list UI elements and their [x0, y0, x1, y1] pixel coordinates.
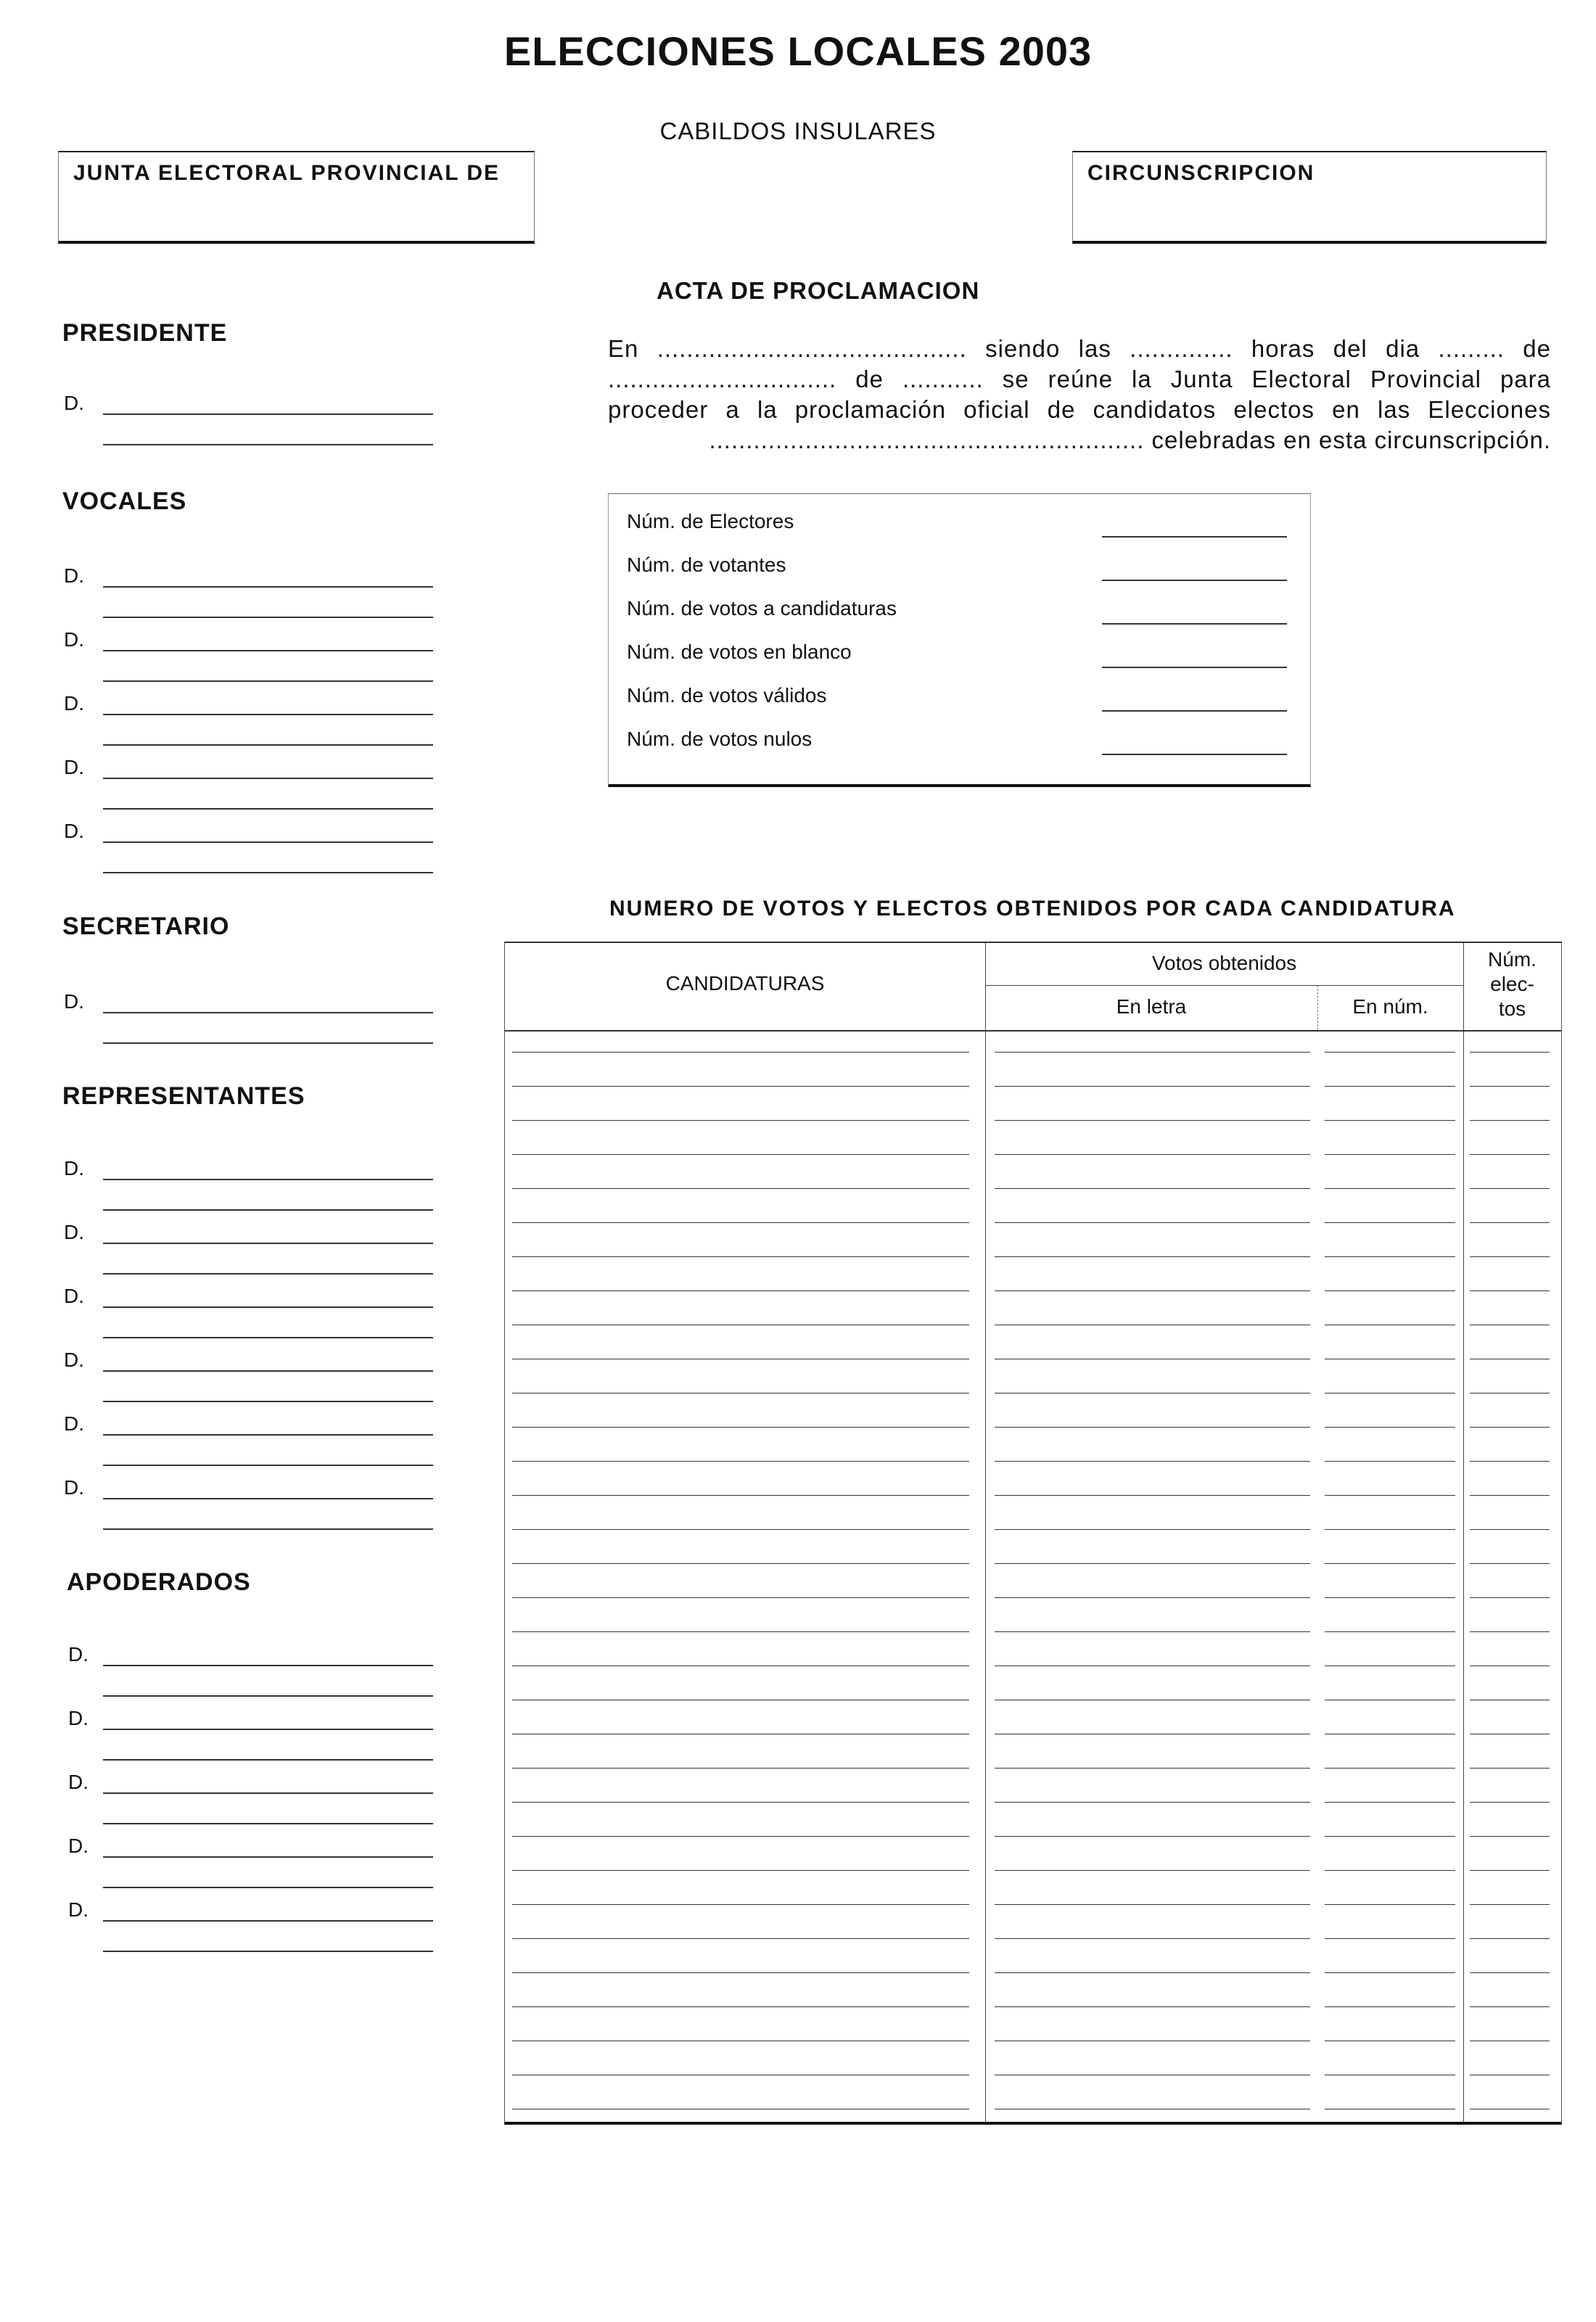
table-entry-line[interactable]: [995, 1870, 1310, 1871]
table-entry-line[interactable]: [512, 1461, 969, 1462]
signature-line[interactable]: [103, 1920, 433, 1922]
circunscripcion-box[interactable]: [1072, 151, 1547, 244]
signature-line[interactable]: [103, 1337, 433, 1338]
stats-box: [608, 493, 1311, 787]
table-entry-line[interactable]: [1325, 1870, 1455, 1871]
table-entry-line[interactable]: [1325, 1495, 1455, 1496]
junta-box[interactable]: [58, 151, 535, 244]
table-entry-line[interactable]: [1325, 1768, 1455, 1769]
signature-prefix: D.: [64, 1412, 84, 1435]
signature-line[interactable]: [103, 1856, 433, 1858]
table-entry-line[interactable]: [995, 1427, 1310, 1428]
signature-prefix: D.: [64, 564, 84, 587]
table-entry-line[interactable]: [1325, 1052, 1455, 1053]
signature-prefix: D.: [64, 1221, 84, 1243]
signature-prefix: D.: [68, 1898, 89, 1921]
signature-line[interactable]: [103, 808, 433, 810]
signature-line[interactable]: [103, 444, 433, 445]
table-entry-line[interactable]: [1470, 1495, 1550, 1496]
signature-line[interactable]: [103, 1823, 433, 1824]
signature-line[interactable]: [103, 1951, 433, 1952]
signature-line[interactable]: [103, 1401, 433, 1402]
table-entry-line[interactable]: [995, 1495, 1310, 1496]
acta-line: ............................... de ........... se reúne la Junta Electoral Provincial para: [608, 366, 1551, 392]
results-table: [504, 942, 1562, 2125]
signature-line[interactable]: [103, 1498, 433, 1499]
table-entry-line[interactable]: [512, 1563, 969, 1564]
signature-line[interactable]: [103, 1792, 433, 1794]
table-entry-line[interactable]: [512, 1631, 969, 1632]
col-en-num: En núm.: [1352, 995, 1428, 1018]
table-entry-line[interactable]: [1325, 1154, 1455, 1155]
table-entry-line[interactable]: [512, 1290, 969, 1291]
table-entry-line[interactable]: [512, 1427, 969, 1428]
stat-label: Núm. de votos en blanco: [627, 641, 852, 663]
signature-prefix: D.: [68, 1771, 89, 1793]
signature-prefix: D.: [68, 1707, 89, 1729]
table-entry-line[interactable]: [995, 1222, 1310, 1223]
table-entry-line[interactable]: [512, 1802, 969, 1803]
table-entry-line[interactable]: [512, 2006, 969, 2007]
stat-field[interactable]: [1102, 623, 1287, 625]
signature-prefix: D.: [64, 692, 84, 715]
table-entry-line[interactable]: [512, 1052, 969, 1053]
signature-line[interactable]: [103, 1209, 433, 1211]
table-entry-line[interactable]: [995, 1086, 1310, 1087]
stat-label: Núm. de votos nulos: [627, 728, 813, 750]
signature-line[interactable]: [103, 1012, 433, 1013]
signature-line[interactable]: [103, 1465, 433, 1466]
col-num-electos: [1463, 947, 1561, 1021]
table-entry-line[interactable]: [995, 1938, 1310, 1939]
table-entry-line[interactable]: [1470, 1427, 1550, 1428]
table-entry-line[interactable]: [512, 1768, 969, 1769]
signature-line[interactable]: [103, 650, 433, 651]
table-entry-line[interactable]: [512, 1188, 969, 1189]
col-num-electos-line: elec-: [1490, 973, 1534, 995]
signature-line[interactable]: [103, 1887, 433, 1888]
signature-prefix: D.: [64, 1285, 84, 1307]
table-entry-line[interactable]: [1325, 1836, 1455, 1837]
signature-line[interactable]: [103, 1434, 433, 1436]
stat-field[interactable]: [1102, 536, 1287, 538]
table-entry-line[interactable]: [1470, 1972, 1550, 1973]
section-heading-secretario: SECRETARIO: [62, 913, 230, 940]
acta-line: En .......................................... siendo las .............. horas del dia ......... de: [608, 335, 1551, 362]
col-num-electos-line: tos: [1498, 997, 1526, 1020]
signature-prefix: D.: [64, 1157, 84, 1179]
table-entry-line[interactable]: [995, 1120, 1310, 1121]
stat-field[interactable]: [1102, 580, 1287, 581]
stat-label: Núm. de Electores: [627, 510, 794, 532]
table-entry-line[interactable]: [1470, 1154, 1550, 1155]
signature-prefix: D.: [64, 1476, 84, 1499]
stat-label: Núm. de votos a candidaturas: [627, 597, 897, 619]
table-entry-line[interactable]: [1325, 2006, 1455, 2007]
table-entry-line[interactable]: [1470, 1904, 1550, 1905]
signature-line[interactable]: [103, 586, 433, 588]
acta-paragraph: [608, 334, 1551, 456]
table-entry-line[interactable]: [1470, 1597, 1550, 1598]
table-entry-line[interactable]: [1470, 1052, 1550, 1053]
table-entry-line[interactable]: [1325, 1802, 1455, 1803]
table-entry-line[interactable]: [995, 1802, 1310, 1803]
table-entry-line[interactable]: [1325, 1120, 1455, 1121]
table-entry-line[interactable]: [1470, 1768, 1550, 1769]
circunscripcion-label: CIRCUNSCRIPCION: [1087, 161, 1315, 185]
table-entry-line[interactable]: [995, 2006, 1310, 2007]
page-title: ELECCIONES LOCALES 2003: [503, 28, 1093, 74]
table-entry-line[interactable]: [512, 1972, 969, 1973]
table-entry-line[interactable]: [995, 1188, 1310, 1189]
signature-line[interactable]: [103, 1306, 433, 1308]
table-entry-line[interactable]: [995, 1597, 1310, 1598]
table-entry-line[interactable]: [1470, 1529, 1550, 1530]
table-entry-line[interactable]: [512, 1256, 969, 1257]
stat-field[interactable]: [1102, 710, 1287, 712]
stat-label: Núm. de votantes: [627, 553, 786, 576]
acta-heading: ACTA DE PROCLAMACION: [657, 277, 980, 304]
table-entry-line[interactable]: [512, 1870, 969, 1871]
table-entry-line[interactable]: [512, 1597, 969, 1598]
signature-prefix: D.: [64, 1349, 84, 1371]
table-entry-line[interactable]: [995, 1461, 1310, 1462]
table-entry-line[interactable]: [512, 1836, 969, 1837]
table-entry-line[interactable]: [995, 1836, 1310, 1837]
signature-line[interactable]: [103, 841, 433, 843]
table-entry-line[interactable]: [1325, 1461, 1455, 1462]
table-entry-line[interactable]: [512, 1938, 969, 1939]
table-entry-line[interactable]: [1325, 1972, 1455, 1973]
table-entry-line[interactable]: [1470, 1870, 1550, 1871]
stat-label: Núm. de votos válidos: [627, 684, 827, 707]
stat-field[interactable]: [1102, 754, 1287, 755]
signature-line[interactable]: [103, 744, 433, 746]
table-entry-line[interactable]: [1470, 1256, 1550, 1257]
table-entry-line[interactable]: [512, 1495, 969, 1496]
table-entry-line[interactable]: [1470, 1563, 1550, 1564]
table-entry-line[interactable]: [1470, 1802, 1550, 1803]
signature-line[interactable]: [103, 1243, 433, 1244]
table-entry-line[interactable]: [1325, 1631, 1455, 1632]
results-table-heading: NUMERO DE VOTOS Y ELECTOS OBTENIDOS POR CADA CANDIDATURA: [609, 897, 1456, 921]
table-entry-line[interactable]: [1470, 1938, 1550, 1939]
table-entry-line[interactable]: [512, 1154, 969, 1155]
table-entry-line[interactable]: [1470, 1290, 1550, 1291]
table-entry-line[interactable]: [512, 1904, 969, 1905]
col-candidaturas: CANDIDATURAS: [665, 972, 825, 995]
signature-line[interactable]: [103, 1759, 433, 1761]
signature-line[interactable]: [103, 1273, 433, 1275]
acta-line: ........................................................... celebradas en esta circunscripción.: [709, 427, 1551, 453]
table-entry-line[interactable]: [1325, 1290, 1455, 1291]
section-heading-vocales: VOCALES: [62, 487, 187, 515]
table-entry-line[interactable]: [995, 1529, 1310, 1530]
table-entry-line[interactable]: [995, 1972, 1310, 1973]
signature-prefix: D.: [68, 1835, 89, 1857]
signature-line[interactable]: [103, 1042, 433, 1044]
table-entry-line[interactable]: [1470, 1631, 1550, 1632]
header-bottom-rule: [505, 1030, 1561, 1032]
signature-line[interactable]: [103, 680, 433, 682]
signature-line[interactable]: [103, 872, 433, 873]
junta-label: JUNTA ELECTORAL PROVINCIAL DE: [73, 161, 501, 185]
section-heading-apoderados: APODERADOS: [67, 1568, 251, 1596]
table-entry-line[interactable]: [995, 1052, 1310, 1053]
table-entry-line[interactable]: [512, 1086, 969, 1087]
page-subtitle: CABILDOS INSULARES: [659, 118, 937, 144]
table-entry-line[interactable]: [995, 1768, 1310, 1769]
signature-line[interactable]: [103, 617, 433, 618]
table-entry-line[interactable]: [1470, 1120, 1550, 1121]
table-entry-line[interactable]: [1325, 1529, 1455, 1530]
table-entry-line[interactable]: [1325, 1222, 1455, 1223]
table-entry-line[interactable]: [1325, 1188, 1455, 1189]
table-entry-line[interactable]: [1470, 1222, 1550, 1223]
acta-line: proceder a la proclamación oficial de candidatos electos en las Elecciones: [608, 396, 1551, 423]
table-entry-line[interactable]: [995, 1256, 1310, 1257]
table-entry-line[interactable]: [1325, 1086, 1455, 1087]
signature-line[interactable]: [103, 413, 433, 415]
col-num-electos-line: Núm.: [1488, 948, 1537, 971]
signature-line[interactable]: [103, 1665, 433, 1666]
table-entry-line[interactable]: [1470, 1461, 1550, 1462]
header-divider: [985, 985, 1463, 986]
table-entry-line[interactable]: [1325, 1597, 1455, 1598]
table-entry-line[interactable]: [1470, 1188, 1550, 1189]
signature-prefix: D.: [64, 628, 84, 651]
table-entry-line[interactable]: [1470, 2006, 1550, 2007]
signature-line[interactable]: [103, 1370, 433, 1372]
signature-line[interactable]: [103, 778, 433, 779]
column-divider: [985, 943, 986, 2122]
table-entry-line[interactable]: [995, 1290, 1310, 1291]
signature-line[interactable]: [103, 1528, 433, 1530]
table-entry-line[interactable]: [995, 1904, 1310, 1905]
signature-prefix: D.: [64, 990, 84, 1013]
table-entry-line[interactable]: [1325, 1904, 1455, 1905]
column-divider: [1463, 943, 1464, 2122]
table-entry-line[interactable]: [512, 1222, 969, 1223]
table-entry-line[interactable]: [1325, 1256, 1455, 1257]
stat-field[interactable]: [1102, 667, 1287, 668]
col-votos-obtenidos: Votos obtenidos: [1151, 952, 1297, 974]
signature-prefix: D.: [68, 1643, 89, 1666]
table-entry-line[interactable]: [1325, 1427, 1455, 1428]
signature-line[interactable]: [103, 1695, 433, 1697]
table-entry-line[interactable]: [995, 1154, 1310, 1155]
signature-line[interactable]: [103, 1729, 433, 1730]
section-heading-presidente: PRESIDENTE: [62, 319, 228, 347]
section-heading-representantes: REPRESENTANTES: [62, 1082, 305, 1110]
table-entry-line[interactable]: [1325, 1938, 1455, 1939]
table-entry-line[interactable]: [1325, 1563, 1455, 1564]
table-entry-line[interactable]: [1470, 1086, 1550, 1087]
signature-prefix: D.: [64, 820, 84, 842]
table-entry-line[interactable]: [512, 1120, 969, 1121]
table-entry-line[interactable]: [512, 1529, 969, 1530]
table-entry-line[interactable]: [1470, 1836, 1550, 1837]
table-entry-line[interactable]: [995, 1631, 1310, 1632]
col-en-letra: En letra: [1116, 995, 1187, 1018]
signature-line[interactable]: [103, 1179, 433, 1180]
table-entry-line[interactable]: [995, 1563, 1310, 1564]
signature-prefix: D.: [64, 756, 84, 778]
signature-line[interactable]: [103, 714, 433, 715]
signature-prefix: D.: [64, 392, 84, 414]
